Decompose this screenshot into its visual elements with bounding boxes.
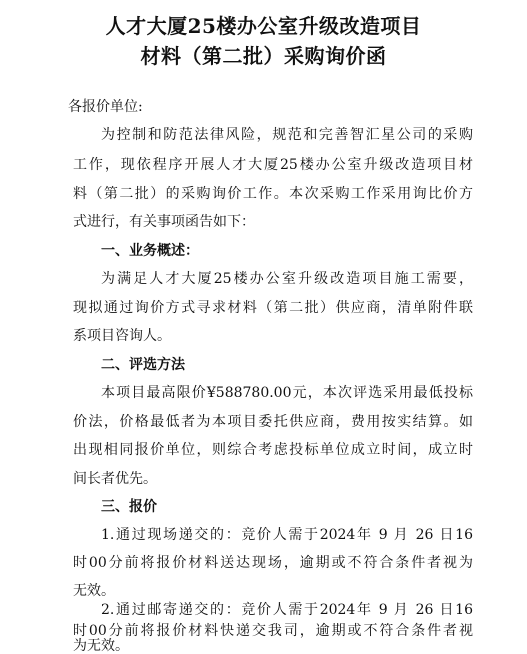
quotation-item-1-line: 时00分前将报价材料送达现场，逾期或不符合条件者视为 — [73, 555, 473, 571]
overview-line: 为满足人才大厦25楼办公室升级改造项目施工需要， — [101, 271, 473, 287]
section-heading-quotation: 三、报价 — [101, 499, 157, 515]
intro-line: 为控制和防范法律风险，规范和完善智汇星公司的采购 — [101, 127, 473, 143]
section-heading-evaluation: 二、评选方法 — [101, 357, 185, 373]
evaluation-line: 本项目最高限价¥588780.00元，本次评选采用最低投标 — [101, 385, 473, 401]
quotation-item-2-line: 为无效。 — [73, 638, 129, 654]
overview-line: 现拟通过询价方式寻求材料（第二批）供应商，清单附件联 — [73, 300, 473, 316]
quotation-item-1-line: 无效。 — [73, 583, 115, 599]
document-title-line-1: 人才大厦25楼办公室升级改造项目 — [105, 14, 422, 38]
quotation-item-2-line: 时00分前将报价材料快递交我司，逾期或不符合条件者视 — [73, 623, 473, 639]
salutation: 各报价单位: — [68, 99, 143, 115]
intro-line: 工作，现依程序开展人才大厦25楼办公室升级改造项目材 — [73, 157, 473, 173]
evaluation-line: 间长者优先。 — [73, 471, 157, 487]
evaluation-line: 出现相同报价单位，则综合考虑投标单位成立时间，成立时 — [73, 442, 473, 458]
intro-line: 料（第二批）的采购询价工作。本次采购工作采用询比价方 — [73, 186, 473, 202]
quotation-item-2-line: 2.通过邮寄递交的：竞价人需于2024年 9 月 26 日16 — [101, 602, 473, 618]
overview-line: 系项目咨询人。 — [73, 328, 171, 344]
document-title-line-2: 材料（第二批）采购询价函 — [140, 44, 387, 68]
intro-line: 式进行，有关事项函告如下： — [73, 214, 255, 230]
section-heading-overview: 一、业务概述： — [101, 243, 199, 259]
quotation-item-1-line: 1.通过现场递交的：竞价人需于2024年 9 月 26 日16 — [101, 527, 473, 543]
evaluation-line: 价法，价格最低者为本项目委托供应商，费用按实结算。如 — [73, 414, 473, 430]
